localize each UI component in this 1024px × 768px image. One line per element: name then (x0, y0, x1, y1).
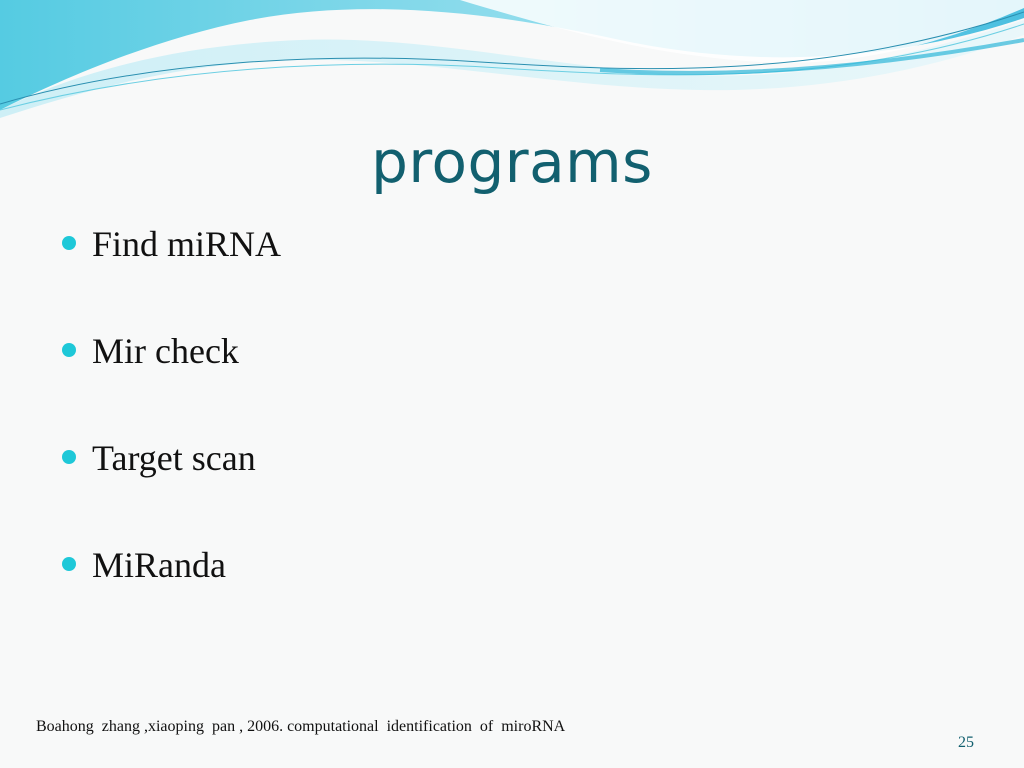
bullet-text: MiRanda (92, 545, 226, 585)
bullet-dot-icon (62, 557, 76, 571)
bullet-dot-icon (62, 450, 76, 464)
slide-title: programs (371, 128, 653, 196)
bullet-text: Target scan (92, 438, 256, 478)
bullet-text: Mir check (92, 331, 239, 371)
bullet-dot-icon (62, 343, 76, 357)
bullet-dot-icon (62, 236, 76, 250)
header-wave-decoration (0, 0, 1024, 130)
slide-footer: Boahong zhang ,xiaoping pan , 2006. computational identification of miroRNA (36, 718, 566, 735)
page-number: 25 (958, 734, 974, 751)
bullet-text: Find miRNA (92, 224, 282, 264)
